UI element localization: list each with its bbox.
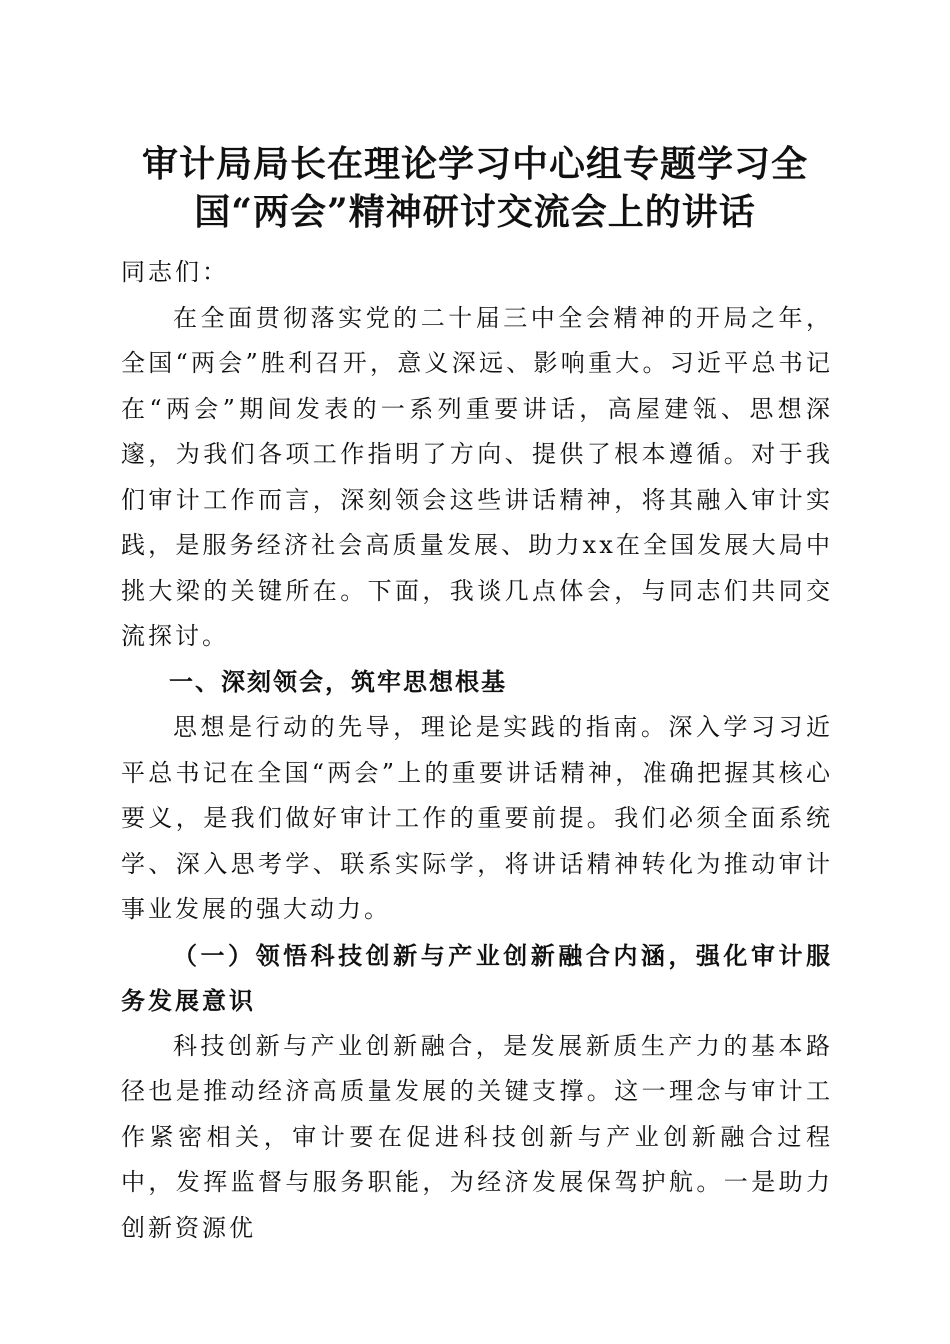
intro-paragraph: 在全面贯彻落实党的二十届三中全会精神的开局之年，全国“两会”胜利召开，意义深远、影响重大。习近平总书记在“两会”期间发表的一系列重要讲话，高屋建瓴、思想深邃，为我们各项工作指明了方向、提供了根本遵循。对于我们审计工作而言，深刻领会这些讲话精神，将其融入审计实践，是服务经济社会高质量发展、助力xx在全国发展大局中挑大梁的关键所在。下面，我谈几点体会，与同志们共同交流探讨。 <box>121 303 833 650</box>
document-title-line-1: 审计局局长在理论学习中心组专题学习全 <box>141 143 808 185</box>
section-heading-1: 一、深刻领会，筑牢思想根基 <box>169 667 507 696</box>
salutation: 同志们： <box>121 258 229 286</box>
subsection-heading-1: （一）领悟科技创新与产业创新融合内涵，强化审计服务发展意识 <box>121 940 833 1015</box>
document-title-line-2: 国“两会”精神研讨交流会上的讲话 <box>194 191 756 233</box>
subsection-1-paragraph: 科技创新与产业创新融合，是发展新质生产力的基本路径也是推动经济高质量发展的关键支撑。这一理念与审计工作紧密相关，审计要在促进科技创新与产业创新融合过程中，发挥监督与服务职能，为经济发展保驾护航。一是助力创新资源优 <box>121 1031 833 1242</box>
section-1-paragraph: 思想是行动的先导，理论是实践的指南。深入学习习近平总书记在全国“两会”上的重要讲话精神，准确把握其核心要义，是我们做好审计工作的重要前提。我们必须全面系统学、深入思考学、联系实际学，将讲话精神转化为推动审计事业发展的强大动力。 <box>121 713 833 923</box>
document-body <box>121 250 833 1251</box>
